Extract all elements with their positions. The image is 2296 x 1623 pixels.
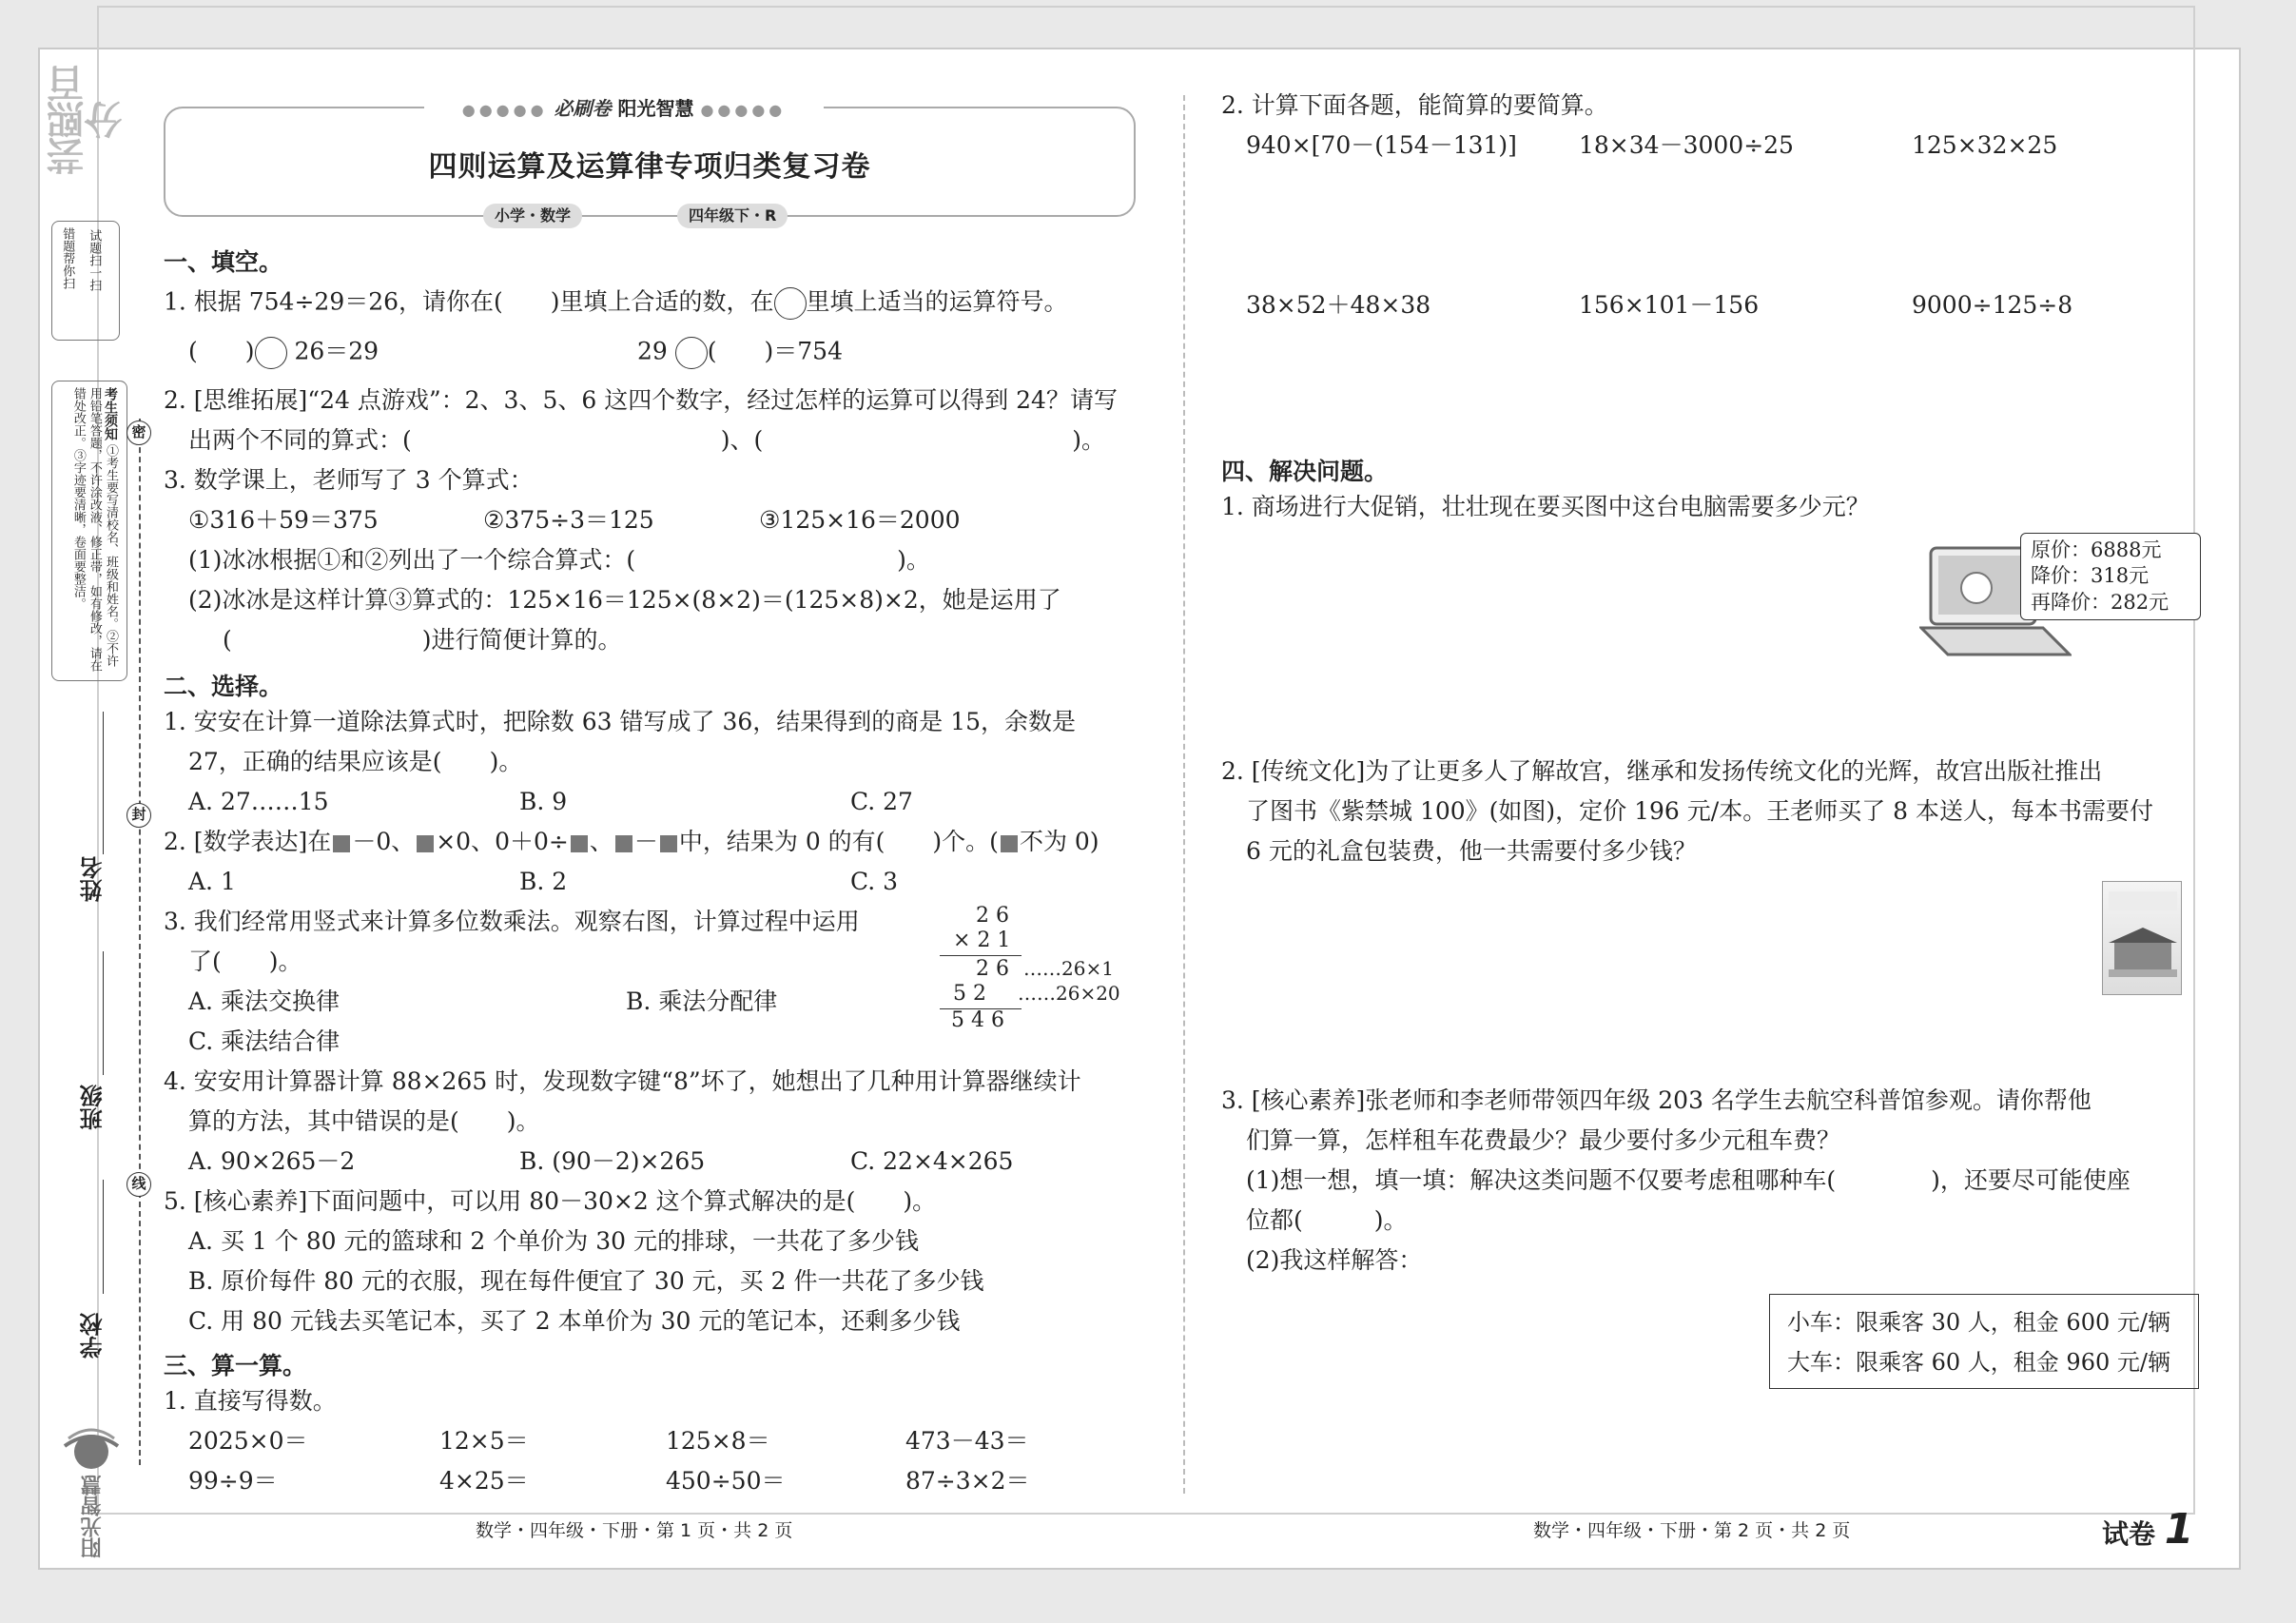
blank-circle[interactable] [774, 287, 807, 320]
option: C. 3 [850, 868, 899, 895]
vertical-calc-row: 5 2 [953, 982, 986, 1006]
name-label: 姓名 [80, 856, 107, 902]
school-line [103, 1180, 104, 1294]
option: A. 买 1 个 80 元的篮球和 2 个单价为 30 元的排球，一共花了多少钱 [188, 1227, 919, 1255]
question-text: (2)我这样解答： [1246, 1246, 1423, 1274]
question-text: 4. 安安用计算器计算 88×265 时，发现数字键“8”坏了，她想出了几种用计算器继续计 [164, 1067, 1081, 1095]
calc-expression: 156×101－156 [1579, 291, 1760, 319]
calc-rule [940, 955, 1022, 956]
option: A. 90×265－2 [188, 1147, 356, 1175]
name-line [103, 712, 104, 854]
question-text: 2. 计算下面各题，能简算的要简算。 [1221, 91, 1608, 119]
question-text: 3. 我们经常用竖式来计算多位数乘法。观察右图，计算过程中运用 [164, 908, 860, 935]
class-label: 班级 [80, 1085, 107, 1130]
expression: ③125×16＝2000 [759, 506, 961, 534]
option: A. 27……15 [188, 788, 329, 815]
series-tag: 必刷卷 [554, 97, 612, 120]
square-symbol [660, 835, 677, 852]
publisher-name: 阳光智慧 [80, 1475, 105, 1558]
oral-calc: 4×25＝ [439, 1467, 529, 1495]
question-text: 3. 数学课上，老师写了 3 个算式： [164, 466, 534, 494]
question-text: (1)想一想，填一填：解决这类问题不仅要考虑租哪种车( )，还要尽可能使座 [1246, 1166, 2131, 1194]
square-symbol [1001, 835, 1018, 852]
section-heading-solve: 四、解决问题。 [1221, 458, 1389, 485]
question-text: 出两个不同的算式：( )、( )。 [188, 426, 1106, 454]
oral-calc: 12×5＝ [439, 1427, 529, 1455]
notice-text: ①考生要写清校名、班级和姓名。②不许用铅笔答题，不许涂改液、修正带，如有修改，请在错处改正。③字迹要清晰，卷面要整洁。 [70, 387, 118, 672]
option: C. 乘法结合律 [188, 1027, 341, 1055]
option: C. 27 [850, 788, 913, 815]
vertical-calc-note: ……26×20 [1018, 982, 1120, 1005]
blank-circle[interactable] [675, 337, 708, 369]
question-text: 5. [核心素养]下面问题中，可以用 80－30×2 这个算式解决的是( )。 [164, 1187, 937, 1215]
question-text: 3. [核心素养]张老师和李老师带领四年级 203 名学生去航空科普馆参观。请你帮他 [1221, 1086, 2092, 1114]
large-bus-info: 大车：限乘客 60 人，租金 960 元/辆 [1787, 1349, 2170, 1376]
brand-logo: 芸熙百分 [46, 67, 128, 175]
question-text: 了( )。 [188, 948, 302, 975]
expression: ①316＋59＝375 [188, 506, 379, 534]
calc-expression: 38×52＋48×38 [1246, 291, 1431, 319]
question-text: 6 元的礼盒包装费，他一共需要付多少钱？ [1246, 837, 1697, 865]
qr-stamp [51, 221, 120, 341]
oral-calc: 99÷9＝ [188, 1467, 278, 1495]
square-symbol [333, 835, 350, 852]
stamp-label-right: 试题扫一扫 [87, 229, 102, 291]
publisher-logo [55, 1418, 131, 1558]
palace-icon [2103, 882, 2183, 996]
page-title: 四则运算及运算律专项归类复习卷 [428, 150, 871, 184]
header-tagline: ●●●●● 必刷卷 阳光智慧 ●●●●● [424, 93, 824, 122]
oral-calc: 2025×0＝ [188, 1427, 308, 1455]
book-globe-icon [61, 1418, 122, 1475]
option: A. 1 [188, 868, 236, 895]
question-text: 位都( )。 [1246, 1206, 1408, 1234]
question-text: 1. 商场进行大促销，壮壮现在要买图中这台电脑需要多少元？ [1221, 493, 1870, 520]
question-text: 29 ( )＝754 [637, 337, 843, 369]
vertical-calc-row: 5 4 6 [951, 1008, 1004, 1032]
square-symbol [417, 835, 434, 852]
option: C. 用 80 元钱去买笔记本，买了 2 本单价为 30 元的笔记本，还剩多少钱 [188, 1307, 961, 1335]
section-heading-fill: 一、填空。 [164, 248, 283, 276]
question-text: 1. 直接写得数。 [164, 1387, 337, 1415]
price-tag [2020, 533, 2201, 620]
question-text: ( ) 26＝29 [188, 337, 379, 369]
square-symbol [571, 835, 588, 852]
option: A. 乘法交换律 [188, 987, 340, 1015]
discount-1: 降价：318元 [2031, 564, 2150, 588]
oral-calc: 473－43＝ [905, 1427, 1029, 1455]
question-text: 2. [传统文化]为了让更多人了解故宫，继承和发扬传统文化的光辉，故宫出版社推出 [1221, 757, 2103, 785]
small-bus-info: 小车：限乘客 30 人，租金 600 元/辆 [1787, 1309, 2170, 1336]
question-text: 1. 安安在计算一道除法算式时，把除数 63 错写成了 36，结果得到的商是 15，余数是 [164, 708, 1077, 735]
question-text: (2)冰冰是这样计算③算式的：125×16＝125×(8×2)＝(125×8)×2，她是运用了 [188, 586, 1061, 614]
section-heading-choice: 二、选择。 [164, 673, 283, 700]
blank-circle[interactable] [255, 337, 287, 369]
original-price: 原价：6888元 [2031, 538, 2162, 561]
school-label: 学校 [80, 1313, 107, 1359]
stamp-label-left: 错题帮你扫 [60, 227, 75, 289]
paper-number: 试卷 1 [2102, 1505, 2194, 1554]
question-text: 27，正确的结果应该是( )。 [188, 748, 523, 775]
vertical-calc-row: × 2 1 [953, 929, 1011, 952]
seal-mark-mi: 密 [126, 420, 151, 445]
discount-2: 再降价：282元 [2031, 590, 2170, 614]
option: B. 乘法分配律 [626, 987, 778, 1015]
square-symbol [615, 835, 632, 852]
oral-calc: 87÷3×2＝ [905, 1467, 1030, 1495]
header-logo: 阳光智慧 [617, 97, 694, 120]
question-text: ( )进行简便计算的。 [223, 626, 622, 654]
question-text: 算的方法，其中错误的是( )。 [188, 1107, 540, 1135]
rental-info-box [1769, 1294, 2199, 1389]
section-heading-calc: 三、算一算。 [164, 1352, 307, 1379]
question-text: 1. 根据 754÷29＝26，请你在( )里填上合适的数，在 里填上适当的运算符号。 [164, 287, 1068, 320]
page-footer-left: 数学・四年级・下册・第 1 页・共 2 页 [476, 1520, 793, 1541]
page-divider [1183, 95, 1185, 1494]
question-text: 了图书《紫禁城 100》(如图)，定价 196 元/本。王老师买了 8 本送人，每本书需要付 [1246, 797, 2154, 825]
grade-pill: 四年级下・R [677, 204, 788, 228]
question-text: 们算一算，怎样租车花费最少？最少要付多少元租车费？ [1246, 1126, 1841, 1154]
oral-calc: 125×8＝ [666, 1427, 770, 1455]
question-text: 2. [数学表达]在 －0、 ×0、0＋0÷ 、 － 中，结果为 0 的有( )个。( 不为 0) [164, 828, 1099, 855]
calc-expression: 18×34－3000÷25 [1579, 131, 1794, 159]
class-line [103, 951, 104, 1075]
vertical-calc-note: ……26×1 [1023, 957, 1114, 980]
calc-expression: 9000÷125÷8 [1912, 291, 2073, 319]
vertical-calc-row: 2 6 [976, 904, 1009, 928]
page-footer-right: 数学・四年级・下册・第 2 页・共 2 页 [1533, 1520, 1851, 1541]
option: B. 原价每件 80 元的衣服，现在每件便宜了 30 元，买 2 件一共花了多少钱 [188, 1267, 984, 1295]
seal-mark-feng: 封 [126, 803, 151, 828]
notice-title: 考生须知 [103, 387, 118, 440]
option: B. 2 [519, 868, 568, 895]
option: B. 9 [519, 788, 568, 815]
subject-pill: 小学・数学 [483, 204, 582, 228]
expression: ②375÷3＝125 [483, 506, 654, 534]
option: B. (90－2)×265 [519, 1147, 706, 1175]
oral-calc: 450÷50＝ [666, 1467, 786, 1495]
book-image [2102, 881, 2182, 995]
option: C. 22×4×265 [850, 1147, 1014, 1175]
question-text: 2. [思维拓展]“24 点游戏”：2、3、5、6 这四个数字，经过怎样的运算可以得到 24？请写 [164, 386, 1118, 414]
seal-mark-xian: 线 [126, 1172, 151, 1197]
calc-expression: 940×[70－(154－131)] [1246, 131, 1517, 159]
question-text: (1)冰冰根据①和②列出了一个综合算式：( )。 [188, 546, 930, 574]
exam-notice [51, 381, 127, 681]
vertical-calc-row: 2 6 [976, 957, 1009, 981]
calc-expression: 125×32×25 [1912, 131, 2058, 159]
seal-line [139, 419, 141, 1465]
